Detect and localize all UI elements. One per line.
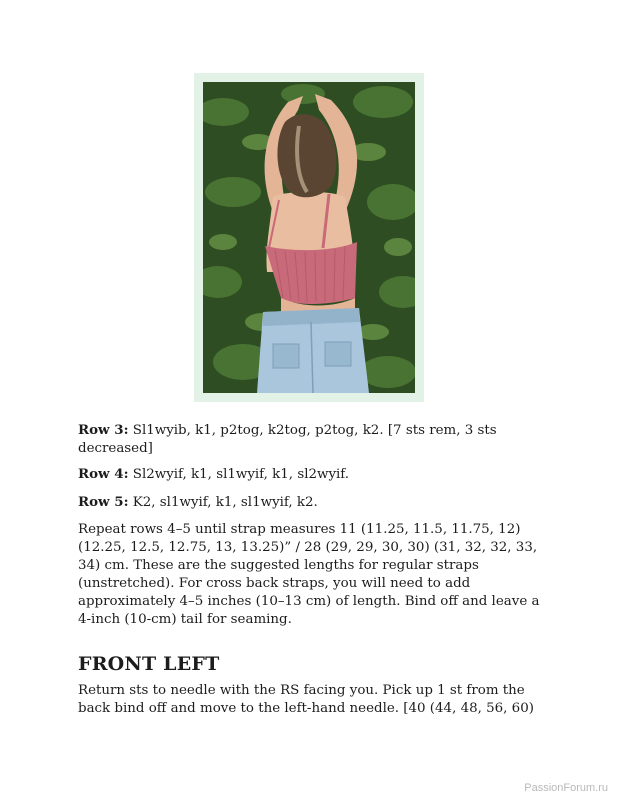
front-left-paragraph: Return sts to needle with the RS facing you. Pick up 1 st from the back bind off and move to the left-hand needle. [40 (44, 48, 56, 60) (78, 683, 534, 716)
model-photo (203, 82, 415, 393)
repeat-paragraph: Repeat rows 4–5 until strap measures 11 (11.25, 11.5, 11.75, 12) (12.25, 12.5, 12.75, 13, 13.25)” / 28 (29, 29, 30, 30) (31, 32, 32, 33, 34) cm. These are the suggested lengths for regular straps (unstretched). For cross back straps, you will need to add approximately 4–5 inches (10–13 cm) of length. Bind off and leave a 4-inch (10-cm) tail for seaming. (78, 522, 540, 627)
row-3-instruction (78, 421, 548, 458)
watermark: PassionForum.ru (524, 782, 608, 794)
row-4-text: Sl2wyif, k1, sl1wyif, k1, sl2wyif. (128, 467, 350, 482)
photo-frame (194, 73, 424, 402)
row-3-label: Row 3: (78, 422, 129, 438)
row-5-instruction (78, 493, 548, 512)
row-4-instruction (78, 465, 548, 484)
section-heading: FRONT LEFT (78, 653, 220, 675)
row-5-text: K2, sl1wyif, k1, sl1wyif, k2. (128, 495, 318, 510)
row-4-label: Row 4: (78, 466, 129, 482)
photo-illustration (203, 82, 415, 393)
row-5-label: Row 5: (78, 494, 129, 510)
row-3-text: Sl1wyib, k1, p2tog, k2tog, p2tog, k2. [7 sts rem, 3 sts decreased] (78, 423, 497, 456)
